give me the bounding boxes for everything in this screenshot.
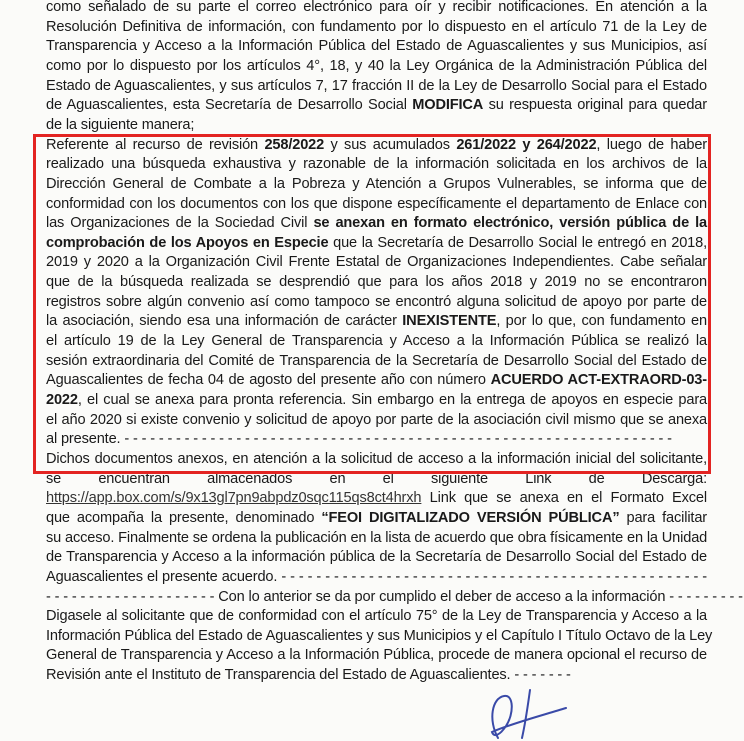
text-line: [46, 666, 707, 685]
text-line: [46, 548, 707, 567]
text-span: Información Pública del Estado de Aguascalientes y sus Municipios y el Capítulo I Título Octavo de la Ley: [46, 627, 713, 644]
text-span: que la Secretaría de Desarrollo Social le entregó en 2018,: [328, 234, 708, 251]
text-span: conformidad con los documentos con los que dispone específicamente el departamento de Enlace con: [46, 195, 707, 212]
text-span: realizado una búsqueda exhaustiva y razonable de la información solicitada en los archivos de la: [46, 156, 707, 173]
text-span: el año 2020 si existe convenio y solicitud de apoyo por parte de la asociación civil mismo que se anexa: [46, 411, 707, 428]
download-link[interactable]: https://app.box.com/s/9x13gl7pn9abpdz0sqc115qs8ct4hrxh: [46, 490, 422, 507]
text-line: [46, 489, 707, 508]
text-span: , por lo que, con fundamento en: [496, 313, 707, 330]
text-line: [46, 175, 707, 194]
text-line: [46, 214, 707, 233]
text-span: , el cual se anexa para pronta referencia. Sin embargo en la entrega de apoyos en especie para: [77, 392, 707, 408]
text-line: [46, 450, 707, 469]
text-span: el artículo 19 de la Ley General de Transparencia y Acceso a la Información Pública se realizó la: [46, 333, 707, 350]
text-line: [46, 332, 707, 351]
text-span: su acceso. Finalmente se ordena la publicación en la lista de acuerdo que obra físicamente en la Unidad: [46, 529, 708, 546]
text-line: [46, 96, 707, 115]
text-line: [46, 352, 707, 371]
text-span: como por lo dispuesto por los artículos 4°, 18, y 40 la Ley Orgánica de la Administración Pública del: [46, 57, 707, 74]
text-line: [46, 588, 743, 607]
text-line: [46, 568, 707, 587]
text-span: Aguascalientes de fecha 04 de agosto del presente año con número: [46, 372, 491, 389]
text-span: - - - - - - - - - - - - - - - - - - - - Con lo anterior se da por cumplido el deber de acceso a la información - - - - - - - - -: [46, 588, 743, 605]
text-line: [46, 627, 713, 646]
text-span: que acompaña la presente, denominado: [46, 509, 322, 526]
text-span: Resolución Definitiva de información, con fundamento por lo dispuesto en el artículo 71 de la Ley de: [46, 18, 707, 35]
text-span: de Transparencia y Acceso a la información pública de la Secretaría de Desarrollo Social del Estado de: [46, 549, 707, 566]
text-span: sesión extraordinaria del Comité de Transparencia de la Secretaría de Desarrollo Social del Estado de: [46, 352, 707, 369]
bold-text: ACUERDO ACT-EXTRAORD-03-: [490, 372, 707, 389]
text-span: registros sobre algún convenio así como tampoco se encontró alguna solicitud de apoyo por parte de: [46, 293, 707, 310]
text-line: [46, 155, 707, 174]
text-line: [46, 529, 707, 548]
text-span: Link que se anexa en el Formato Excel: [421, 490, 707, 507]
text-line: [46, 646, 707, 665]
text-line: [46, 0, 707, 17]
text-span: Transparencia y Acceso a la Información Pública del Estado de Aguascalientes y sus Municipios, así: [46, 38, 707, 55]
text-line: [46, 195, 707, 214]
text-span: para facilitar: [619, 509, 708, 526]
text-line: [46, 116, 707, 135]
text-span: General de Transparencia y Acceso a la Información Pública, procede de manera opcional el recurso de: [46, 647, 707, 664]
text-span: de la siguiente manera;: [46, 116, 195, 133]
text-line: [46, 470, 707, 489]
text-line: [46, 607, 707, 626]
handwritten-signature: [470, 680, 590, 741]
text-span: , luego de haber: [596, 136, 707, 153]
text-span: se encuentran almacenados en el siguiente Link de Descarga:: [46, 470, 707, 487]
bold-text: “FEOI DIGITALIZADO VERSIÓN PÚBLICA”: [321, 509, 620, 526]
bold-text: 2022: [46, 392, 78, 408]
text-span: al presente. - - - - - - - - - - - - - - - - - - - - - - - - - - - - - - - - - - - - - - - - - - - - - - - - - - - - - - - - - - - - - - - -: [46, 431, 672, 448]
text-span: que de la búsqueda realizada se desprendió que para los años 2018 y 2019 no se encontraron: [46, 274, 707, 291]
bold-text: MODIFICA: [412, 97, 484, 114]
text-line: [46, 37, 707, 56]
text-span: Dichos documentos anexos, en atención a la solicitud de acceso a la información inicial del solicitante,: [46, 450, 707, 467]
text-span: Revisión ante el Instituto de Transparencia del Estado de Aguascalientes. - - - - - - -: [46, 667, 571, 684]
bold-text: 261/2022 y 264/2022: [456, 136, 597, 153]
text-line: [46, 234, 707, 253]
text-span: Aguascalientes el presente acuerdo. - - - - - - - - - - - - - - - - - - - - - - - - - - - - - - - - - - - - - - - - - - - - - - - - -: [46, 568, 707, 585]
bold-text: INEXISTENTE: [402, 313, 497, 330]
text-span: las Organizaciones de la Sociedad Civil: [46, 215, 314, 232]
text-line: [46, 273, 707, 292]
text-line: [46, 253, 707, 272]
text-line: [46, 136, 707, 155]
text-span: Dirección General de Combate a la Pobreza y Atención a Grupos Vulnerables, se informa que de: [46, 175, 707, 192]
text-span: Referente al recurso de revisión: [46, 136, 265, 153]
text-line: [46, 430, 707, 449]
text-span: de Aguascalientes, esta Secretaría de Desarrollo Social: [46, 97, 413, 114]
text-span: y sus acumulados: [324, 136, 457, 153]
text-span: 2019 y 2020 a la Organización Civil Frente Estatal de Organizaciones Independientes. Cabe señalar: [46, 254, 707, 271]
text-line: [46, 391, 707, 410]
text-line: [46, 57, 707, 76]
text-span: como señalado de su parte el correo electrónico para oír y recibir notificaciones. En atención a la: [46, 0, 707, 15]
text-line: [46, 411, 707, 430]
bold-text: se anexan en formato electrónico, versión pública de la: [313, 215, 707, 232]
text-span: Digasele al solicitante que de conformidad con el artículo 75° de la Ley de Transparencia y Acceso a la: [46, 608, 707, 625]
bold-text: comprobación de los Apoyos en Especie: [46, 234, 329, 251]
text-line: [46, 77, 707, 96]
text-span: Estado de Aguascalientes, y sus artículos 7, 17 fracción II de la Ley de Desarrollo Social para el Estado: [46, 77, 707, 94]
text-line: [46, 312, 707, 331]
text-line: [46, 293, 707, 312]
text-line: [46, 371, 707, 390]
text-line: [46, 509, 707, 528]
text-span: su respuesta original para quedar: [483, 97, 707, 114]
text-line: [46, 18, 707, 37]
bold-text: 258/2022: [264, 136, 325, 153]
text-span: la asociación, siendo esa una información de carácter: [46, 313, 403, 330]
